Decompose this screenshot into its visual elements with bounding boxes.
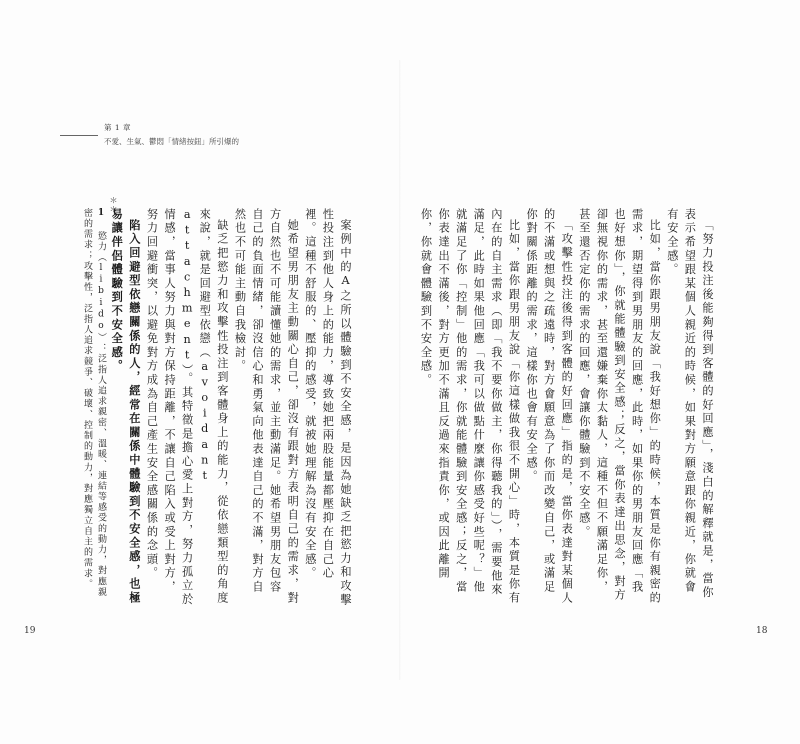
header-rule [60,135,98,136]
header-text [104,122,239,147]
right-page-body [419,208,716,608]
footnote-number: 1 [96,208,106,220]
left-paragraph-2: 她希望男朋友主動關心自己，卻沒有跟對方表明自己的需求，對方自然也不可能讀懂她的需求，並主動滿足。她希望男朋友包容自己的負面情緒，卻沒信心和勇氣向他表達自己的不滿，對方自然也不可能主動自我檢討。 [233,208,300,606]
right-paragraph-3: 「攻擊性投注後得到客體的好回應」指的是，當你表達對某個人的不滿或想與之疏遠時，對方會願意為了你而改變自己，或滿足你對關係距離的需求，這樣你也會有安全感。 [525,208,574,606]
left-page-body [110,208,354,608]
footnote-asterisks: ＊＊ [109,196,118,214]
right-paragraph-2: 比如，當你跟男朋友說「我好想你」的時候，本質是你有親密的需求，期望得到男朋友的回應，此時，如果你的男朋友回應「我也好想你」，你就能體驗到安全感；反之，當你表達出思念，對方卻無視你的需求，甚至還嫌棄你太黏人，這種不但不願滿足你，甚至還否定你的需求的回應，會讓你體驗到不安全感。 [577,208,662,606]
running-header [60,122,239,147]
left-emphasis-paragraph: 陷入回避型依戀關係的人，經常在關係中體驗到不安全感，也極易讓伴侶體驗到不安全感。 [110,208,142,606]
left-paragraph-1: 案例中的A之所以體驗到不安全感，是因為她缺乏把慾力和攻擊性投注到他人身上的能力，導致她把兩股能量都壓抑在自己心裡。這種不舒服的、壓抑的感受，就被她理解為沒有安全感。 [303,208,352,608]
footnote [64,208,108,608]
page-number-right: 18 [756,626,768,636]
footnote-text: 慾力（libido）：泛指人追求親密、溫暖、連結等感受的動力，對應親密的需求；攻擊性，泛指人追求競爭、破壞、控制的動力，對應獨立自主的需求。 [82,208,106,598]
header-chapter: 第 1 章 [104,123,132,132]
page-number-left: 19 [24,626,36,636]
left-paragraph-3: 缺乏把慾力和攻擊性投注到客體身上的能力，從依戀類型的角度來說，就是回避型依戀（avoidant attachment）。其特徵是擔心愛上對方，努力孤立於情感，當事人努力與對方保持距離，不讓自己陷入或受上對方，努力回避衝突，以避免對方成為自己產生安全感關係的念頭。 [145,208,229,607]
right-paragraph-1: 「努力投注後能夠得到客體的好回應」，淺白的解釋就是，當你表示希望跟某個人親近的時候，如果對方願意跟你親近，你就會有安全感。 [665,208,714,600]
right-paragraph-4: 比如，當你跟男朋友說「你這樣做我很不開心」時，本質是你有內在的自主需求（即「我不要你做主，你得聽我的」），需要他來滿足，此時如果他回應「我可以做點什麼讓你感受好些呢？」他就滿足了你「控制」他的需求，你就能體驗到安全感；反之，當你表達出不滿後，對方更加不滿且反過來指責你，或因此離開你，你就會體驗到不安全感。 [419,208,521,606]
header-subtitle: 不愛、生氣、鬱悶「情緒按鈕」所引爆的 [104,137,239,146]
page-gutter [399,60,401,680]
